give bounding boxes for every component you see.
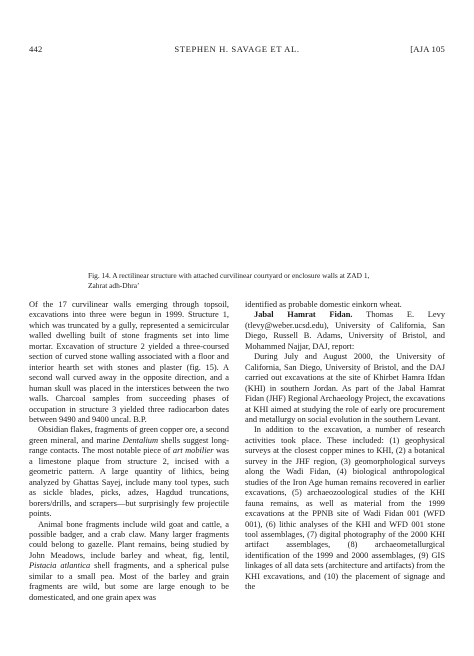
paragraph: In addition to the excavation, a number of research activities took place. These included: (1) geophysical surveys at the closest copper mines to KHI, (2) a botanical survey in the JHF region, (3) geomorphological surveys along the Wadi Fidan, (4) biological anthropological studies of the Iron Age human remains recovered in earlier excavations, (5) archaeozoological studies of the KHI fauna remains, as well as material from the 1999 excavations at the PPNB site of Wadi Fidan 001 (WFD 001), (6) lithic analyses of the KHI and WFD 001 stone tool assemblages, (7) digital photography of the 2000 KHI artifact assemblages, (8) archaeometallurgical identification of the 1999 and 2000 assemblages, (9) GIS linkages of all data sets (architecture and artifacts) from the KHI excavations, and (10) the placement of signage and the <box>245 425 445 592</box>
text-run: was a limestone plaque from structure 2, incised with a geometric pattern. A large quantity of lithics, being analyzed by Ghattas Sayej, include many tool types, such as sickle blades, picks, adzes, Hagdud truncations, borers/drills, and scrapers—but surprisingly few projectile points. <box>29 446 229 519</box>
running-header <box>29 44 445 56</box>
section-heading: Jabal Hamrat Fidan. <box>254 310 353 320</box>
text-run: shell fragments, and a spherical pulse similar to a small pea. Most of the barley and grain fragments are wild, but some are large enough to be domesticated, and one grain apex was <box>29 561 229 602</box>
running-head-authors: STEPHEN H. SAVAGE ET AL. <box>174 44 300 54</box>
left-column <box>29 300 229 603</box>
italic-term: Dentalium <box>122 435 159 445</box>
page-number: 442 <box>29 44 43 54</box>
paragraph <box>29 425 229 519</box>
text-run: Obsidian flakes, fragments of green copper ore, a second green mineral, and marine <box>29 425 229 445</box>
italic-term: art mobilier <box>172 446 214 456</box>
caption-line-1: Fig. 14. A rectilinear structure with attached curvilinear courtyard or enclosure walls at ZAD 1, <box>88 271 370 280</box>
text-run: Thomas E. Levy (tlevy@weber.ucsd.edu), University of California, San Diego, Russell B. Adams, University of Bristol, and Mohammed Najjar, DAJ, report: <box>245 310 446 351</box>
text-run: shells suggest long-range contacts. The most notable piece of <box>29 435 229 456</box>
figure-caption <box>88 271 388 290</box>
figure-14-image <box>29 60 445 265</box>
paragraph: Of the 17 curvilinear walls emerging through topsoil, excavations into three were begun in 1999. Structure 1, which was truncated by a gully, represented a semicircular walled dwelling built of stone fragments set into lime mortar. Excavation of structure 2 yielded a three-coursed section of curved stone walling associated with a floor and interior hearth set with stones and plaster (fig. 15). A second wall curved away in the opposite direction, and a human skull was placed in the interstices between the two walls. Charcoal samples from succeeding phases of occupation in structure 3 yielded three radiocarbon dates between 9490 and 9400 uncal. B.P. <box>29 300 229 424</box>
paragraph: During July and August 2000, the University of California, San Diego, University of Bristol, and the DAJ carried out excavations at the site of Khirbet Hamra Ifdan (KHI) in southern Jordan. As part of the Jabal Hamrat Fidan (JHF) Regional Archaeology Project, the excavations at KHI aimed at studying the role of early ore procurement and metallurgy on social evolution in the southern Levant. <box>245 352 445 424</box>
right-column <box>245 300 445 593</box>
paragraph: identified as probable domestic einkorn wheat. <box>245 300 402 309</box>
caption-line-2: Zahrat adh-Dhra’ <box>88 280 140 290</box>
italic-term: Pistacia atlantica <box>29 561 91 571</box>
text-run: Animal bone fragments include wild goat and cattle, a possible badger, and a crab claw. Many larger fragments could belong to gazelle. Plant remains, being studied by John Meadows, include barley and wheat, fig, lentil, <box>29 519 229 560</box>
paragraph <box>29 520 229 604</box>
journal-reference: [AJA 105 <box>410 44 445 54</box>
paragraph <box>245 310 445 352</box>
